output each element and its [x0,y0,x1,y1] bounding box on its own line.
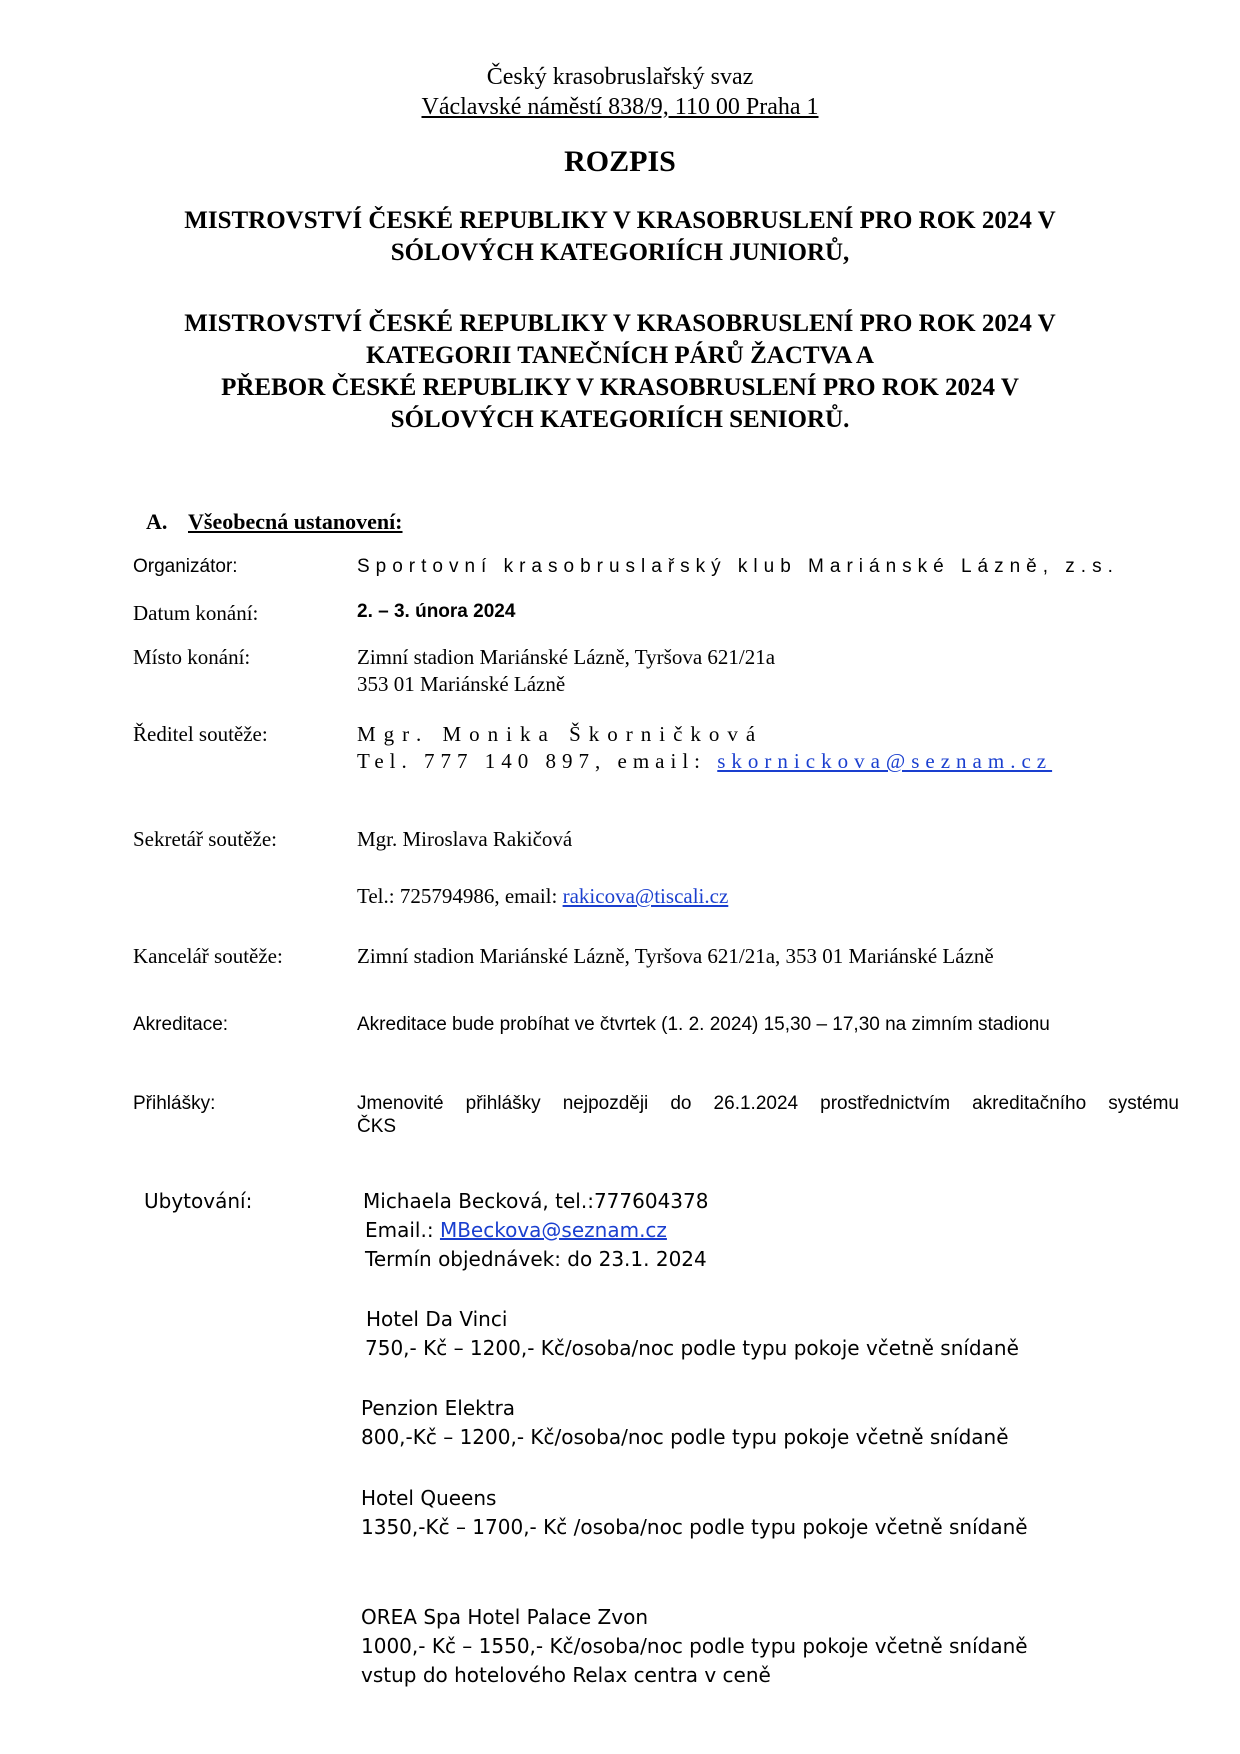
org-address-text: Václavské náměstí 838/9, 110 00 Praha 1 [421,94,819,120]
accommodation-email-prefix: Email.: [365,1218,440,1242]
accommodation-label: Ubytování: [144,1189,253,1213]
accommodation-contact: Michaela Becková, tel.:777604378 [363,1189,709,1213]
office-value: Zimní stadion Mariánské Lázně, Tyršova 621/21a, 353 01 Mariánské Lázně [357,944,994,968]
secretary-name: Mgr. Miroslava Rakičová [357,827,573,851]
hotel-4-name: OREA Spa Hotel Palace Zvon [361,1605,648,1629]
hotel-1-name: Hotel Da Vinci [366,1307,508,1331]
office-label: Kancelář soutěže: [133,944,283,968]
director-name: Mgr. Monika Škorničková [357,722,764,746]
hotel-3-price: 1350,-Kč – 1700,- Kč /osoba/noc podle typu pokoje včetně snídaně [361,1515,1028,1539]
section-a-title: Všeobecná ustanovení: [188,509,403,534]
director-label: Ředitel soutěže: [133,722,268,746]
organizer-value: Sportovní krasobruslařský klub Mariánské Lázně, z.s. [357,556,1119,577]
accreditation-value: Akreditace bude probíhat ve čtvrtek (1. 2. 2024) 15,30 – 17,30 na zimním stadionu [357,1014,1050,1035]
secretary-label: Sekretář soutěže: [133,827,278,851]
accommodation-email [365,1218,667,1242]
section-a-letter: A. [146,509,168,534]
director-contact [357,749,1052,774]
heading-2-line-2: KATEGORII TANEČNÍCH PÁRŮ ŽACTVA A [366,342,874,369]
page-title: ROZPIS [564,145,676,178]
organizer-label: Organizátor: [133,556,238,577]
registration-line-2: ČKS [357,1116,397,1137]
secretary-contact-prefix: Tel.: 725794986, email: [357,884,563,908]
hotel-2-name: Penzion Elektra [361,1396,516,1420]
hotel-3-name: Hotel Queens [361,1486,497,1510]
accommodation-email-link[interactable]: MBeckova@seznam.cz [439,1218,667,1242]
hotel-4-price: 1000,- Kč – 1550,- Kč/osoba/noc podle typu pokoje včetně snídaně [361,1634,1028,1658]
heading-2-line-4: SÓLOVÝCH KATEGORIÍCH SENIORŮ. [390,406,850,433]
registration-label: Přihlášky: [133,1093,216,1114]
heading-2-line-3: PŘEBOR ČESKÉ REPUBLIKY V KRASOBRUSLENÍ PRO ROK 2024 V [221,374,1019,401]
hotel-1-price: 750,- Kč – 1200,- Kč/osoba/noc podle typu pokoje včetně snídaně [365,1336,1019,1360]
venue-line-1: Zimní stadion Mariánské Lázně, Tyršova 621/21a [357,645,776,669]
registration-line-1: Jmenovité přihlášky nejpozději do 26.1.2024 prostřednictvím akreditačního systému [357,1093,1179,1114]
heading-1-line-1: MISTROVSTVÍ ČESKÉ REPUBLIKY V KRASOBRUSLENÍ PRO ROK 2024 V [184,207,1056,234]
hotel-4-note: vstup do hotelového Relax centra v ceně [361,1663,771,1687]
heading-1-line-2: SÓLOVÝCH KATEGORIÍCH JUNIORŮ, [390,239,850,266]
venue-line-2: 353 01 Mariánské Lázně [357,672,566,696]
accommodation-deadline: Termín objednávek: do 23.1. 2024 [365,1247,707,1271]
director-contact-prefix: Tel. 777 140 897, email: [357,749,718,773]
date-label: Datum konání: [133,601,259,625]
heading-2-line-1: MISTROVSTVÍ ČESKÉ REPUBLIKY V KRASOBRUSLENÍ PRO ROK 2024 V [184,310,1056,337]
hotel-2-price: 800,-Kč – 1200,- Kč/osoba/noc podle typu pokoje včetně snídaně [361,1425,1009,1449]
director-email-link[interactable]: skornickova@seznam.cz [717,749,1053,773]
org-address [0,92,1240,122]
venue-label: Místo konání: [133,645,251,669]
accreditation-label: Akreditace: [133,1014,229,1035]
secretary-contact [357,884,728,909]
secretary-email-link[interactable]: rakicova@tiscali.cz [562,884,729,908]
org-name: Český krasobruslařský svaz [486,64,754,90]
date-value: 2. – 3. února 2024 [357,601,516,622]
